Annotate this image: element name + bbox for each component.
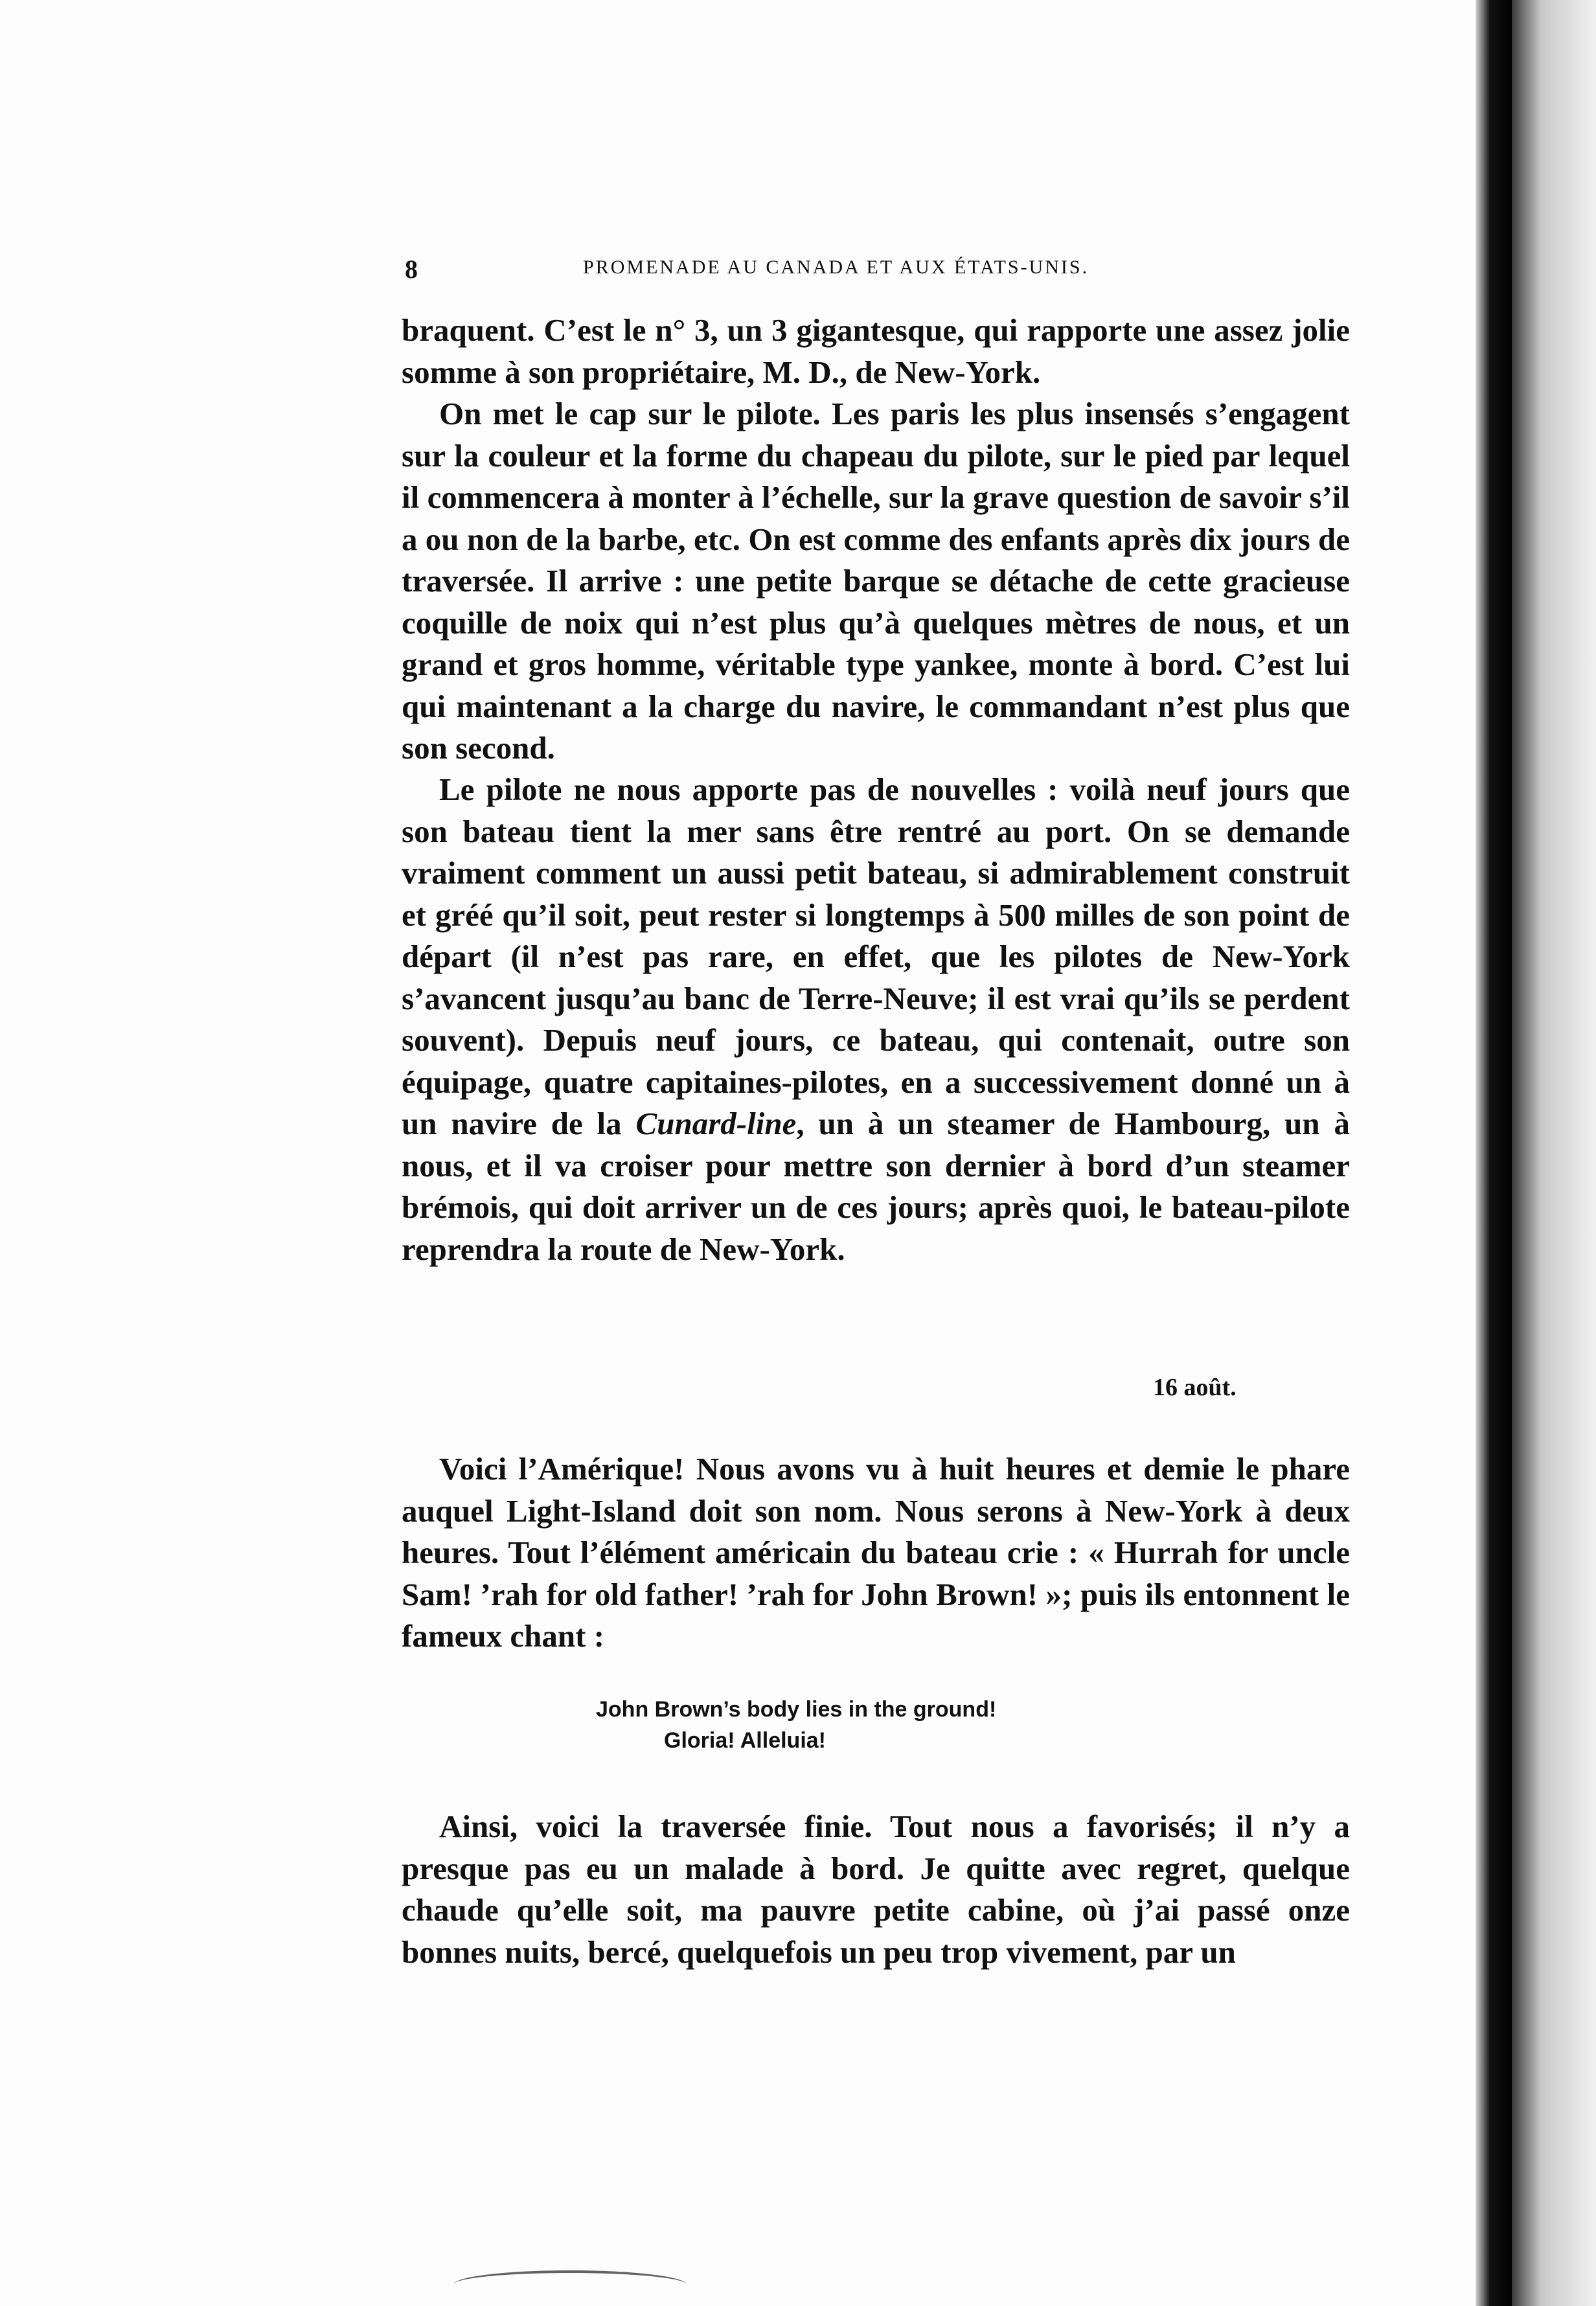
verse-line-1: John Brown’s body lies in the ground! <box>596 1697 997 1722</box>
running-head <box>405 254 1214 293</box>
paragraph-1: braquent. C’est le n° 3, un 3 gigantesque, qui rapporte une assez jolie somme à son propriétaire, M. D., de New-York. <box>402 312 1350 390</box>
paragraph-5: Ainsi, voici la traversée finie. Tout nous a favorisés; il n’y a presque pas eu un malade à bord. Je quitte avec regret, quelque chaude qu’elle soit, ma pauvre petite cabine, où j’ai passé onze bonnes nuits, bercé, quelquefois un peu trop vivement, par un <box>402 1809 1350 1970</box>
paragraph-3-text-a: Le pilote ne nous apporte pas de nouvelles : voilà neuf jours que son bateau tient la mer sans être rentré au port. On se demande vraiment comment un aussi petit bateau, si admirablement construit et gréé qu’il soit, peut rester si longtemps à 500 milles de son point de départ (il n’est pas rare, en effet, que les pilotes de New-York s’avancent jusqu’au banc de Terre-Neuve; il est vrai qu’ils se perdent souvent). Depuis neuf jours, ce bateau, qui contenait, outre son équipage, quatre capitaines-pilotes, en a successivement donné un à un navire de la <box>402 771 1350 1141</box>
page-number: 8 <box>405 255 418 284</box>
verse-line-2: Gloria! Alleluia! <box>664 1728 826 1753</box>
date-heading: 16 août. <box>1153 1374 1237 1401</box>
paragraph-3 <box>402 769 1350 1270</box>
page-edge <box>1512 0 1596 2306</box>
paragraph-3-text-b: , un à un steamer de Hambourg, un à nous, et il va croiser pour mettre son dernier à bord d’un steamer brémois, qui doit arriver un de ces jours; après quoi, le bateau-pilote reprendra la route de New-York. <box>402 1106 1351 1267</box>
paragraph-2: On met le cap sur le pilote. Les paris les plus insensés s’engagent sur la couleur et la forme du chapeau du pilote, sur le pied par lequel il commencera à monter à l’échelle, sur la grave question de savoir s’il a ou non de la barbe, etc. On est comme des enfants après dix jours de traversée. Il arrive : une petite barque se détache de cette gracieuse coquille de noix qui n’est plus qu’à quelques mètres de nous, et un grand et gros homme, véritable type yankee, monte à bord. C’est lui qui maintenant a la charge du navire, le commandant n’est plus que son second. <box>402 396 1350 766</box>
song-verse <box>596 1694 996 1756</box>
scan-artifact <box>453 2270 687 2299</box>
paragraph-4: Voici l’Amérique! Nous avons vu à huit heures et demie le phare auquel Light-Island doit son nom. Nous serons à New-York à deux heures. Tout l’élément américain du bateau crie : « Hurrah for uncle Sam! ’rah for old father! ’rah for John Brown! »; puis ils entonnent le fameux chant : <box>402 1451 1350 1654</box>
running-title: PROMENADE AU CANADA ET AUX ÉTATS-UNIS. <box>583 257 1089 278</box>
ship-line-name: Cunard-line <box>635 1106 797 1141</box>
binding-shadow <box>1476 0 1512 2306</box>
